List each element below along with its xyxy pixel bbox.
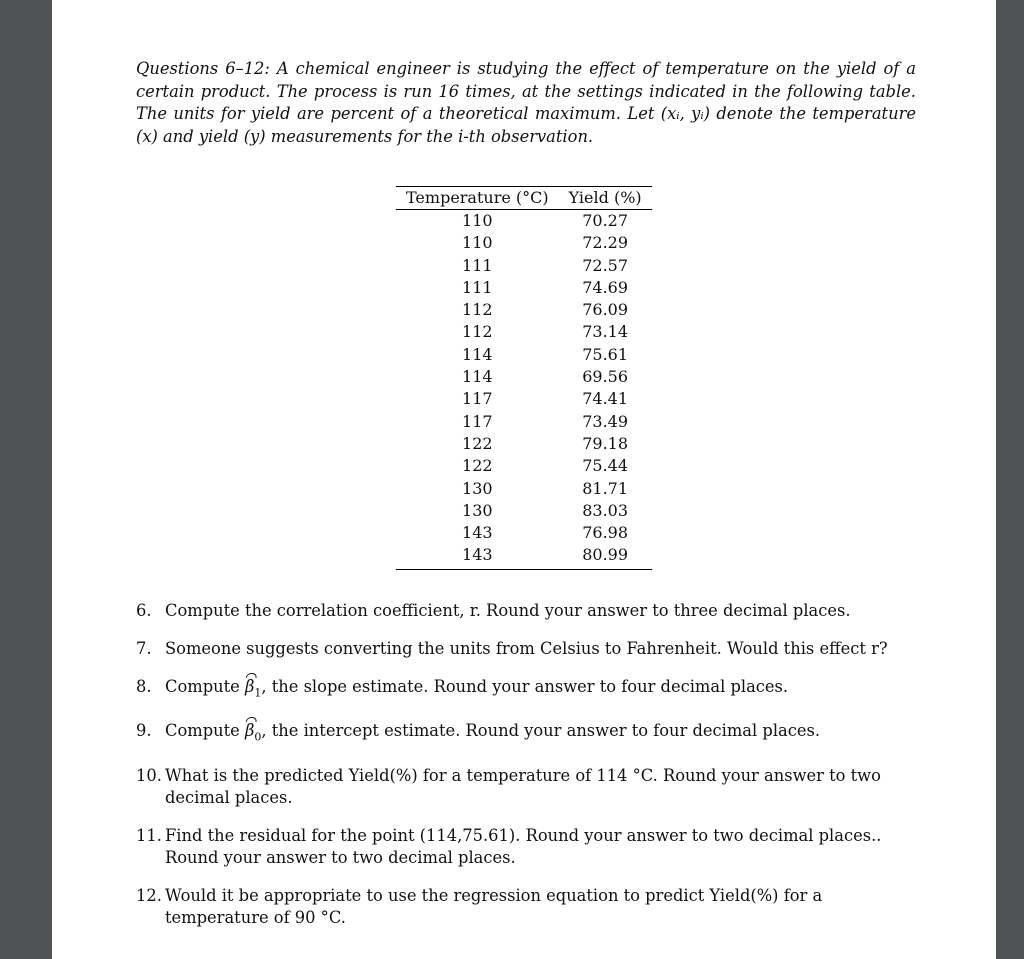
temperature-cell: 130 — [462, 500, 493, 520]
question-text: Someone suggests converting the units from Celsius to Fahrenheit. Would this effect r? — [165, 639, 888, 658]
temperature-cell: 112 — [462, 322, 493, 342]
yield-cell: 81.71 — [582, 478, 629, 498]
yield-cell: 76.09 — [582, 300, 629, 320]
question-number: 9. — [136, 721, 152, 741]
column-header-yield: Yield (%) — [559, 187, 652, 210]
yield-cell: 79.18 — [582, 433, 629, 453]
table-row — [396, 344, 652, 366]
table-row — [396, 411, 652, 433]
question-item — [136, 765, 926, 809]
question-item — [136, 600, 926, 622]
temperature-cell: 117 — [462, 389, 493, 409]
question-number: 10. — [136, 765, 162, 785]
question-item — [136, 676, 926, 704]
yield-cell: 83.03 — [582, 500, 629, 520]
table-row — [396, 522, 652, 544]
temperature-cell: 117 — [462, 411, 493, 431]
table-row — [396, 299, 652, 321]
question-number: 6. — [136, 601, 152, 620]
yield-cell: 74.41 — [582, 389, 629, 409]
temperature-cell: 122 — [462, 433, 493, 453]
question-item — [136, 638, 926, 660]
question-item — [136, 825, 926, 869]
yield-cell: 75.61 — [582, 344, 629, 364]
table-row — [396, 388, 652, 410]
question-text-continued: , the intercept estimate. Round your answer to four decimal places. — [261, 721, 821, 741]
temperature-cell: 111 — [462, 277, 493, 297]
document-page — [52, 0, 996, 959]
table-row — [396, 455, 652, 477]
table-row — [396, 210, 652, 233]
temperature-cell: 114 — [462, 367, 493, 387]
question-text: Find the residual for the point (114,75.61). Round your answer to two decimal places.. Round your answer to two decimal places. — [165, 825, 882, 867]
temperature-cell: 130 — [462, 478, 493, 498]
beta-subscript: 0 — [254, 730, 262, 744]
temperature-cell: 110 — [462, 233, 493, 253]
yield-cell: 73.49 — [582, 411, 629, 431]
temperature-cell: 114 — [462, 344, 493, 364]
temperature-cell: 111 — [462, 255, 493, 275]
yield-cell: 73.14 — [582, 322, 629, 342]
yield-cell: 72.57 — [582, 255, 629, 275]
question-number: 8. — [136, 677, 152, 696]
beta-subscript: 1 — [254, 686, 262, 700]
question-text-continued: , the slope estimate. Round your answer to four decimal places. — [261, 677, 789, 696]
questions-list — [136, 600, 926, 945]
question-number: 7. — [136, 639, 152, 658]
temperature-cell: 110 — [462, 211, 493, 230]
column-header-temperature: Temperature (°C) — [396, 187, 559, 210]
yield-cell: 75.44 — [582, 456, 629, 476]
yield-cell: 72.29 — [582, 233, 629, 253]
yield-cell: 69.56 — [582, 367, 629, 387]
beta-hat-symbol: β — [244, 677, 255, 696]
table-row — [396, 232, 652, 254]
temperature-cell: 112 — [462, 300, 493, 320]
table-row — [396, 478, 652, 500]
question-number: 12. — [136, 885, 162, 905]
table-row — [396, 366, 652, 388]
table-header-row — [396, 187, 652, 210]
temperature-cell: 143 — [462, 523, 493, 543]
question-text: Compute — [165, 721, 245, 741]
question-text: Compute the correlation coefficient, r. Round your answer to three decimal places. — [165, 601, 851, 620]
question-text: Compute — [165, 677, 245, 696]
yield-cell: 70.27 — [582, 211, 629, 230]
temperature-cell: 143 — [396, 544, 559, 569]
question-text: Would it be appropriate to use the regression equation to predict Yield(%) for a temperature of 90 °C. — [165, 885, 823, 927]
table-row — [396, 255, 652, 277]
table-row — [396, 321, 652, 343]
table-row — [396, 433, 652, 455]
yield-cell: 76.98 — [582, 523, 629, 543]
question-item — [136, 720, 926, 748]
yield-cell: 80.99 — [559, 544, 652, 569]
table-row — [396, 500, 652, 522]
intro-paragraph: Questions 6–12: A chemical engineer is studying the effect of temperature on the yield of a certain product. The process is run 16 times, at the settings indicated in the following table. The units for yield are percent of a theoretical maximum. Let (xᵢ, yᵢ) denote the temperature (x) and yield (y) measurements for the i-th observation. — [136, 59, 916, 146]
beta-hat-symbol: β — [244, 721, 255, 741]
table-row — [396, 277, 652, 299]
question-item — [136, 885, 926, 929]
question-text: What is the predicted Yield(%) for a temperature of 114 °C. Round your answer to two decimal places. — [165, 765, 881, 807]
data-table — [396, 186, 652, 570]
yield-cell: 74.69 — [582, 277, 629, 297]
temperature-cell: 122 — [462, 456, 493, 476]
table-row — [396, 544, 652, 569]
question-number: 11. — [136, 825, 162, 845]
table-body — [396, 210, 652, 570]
